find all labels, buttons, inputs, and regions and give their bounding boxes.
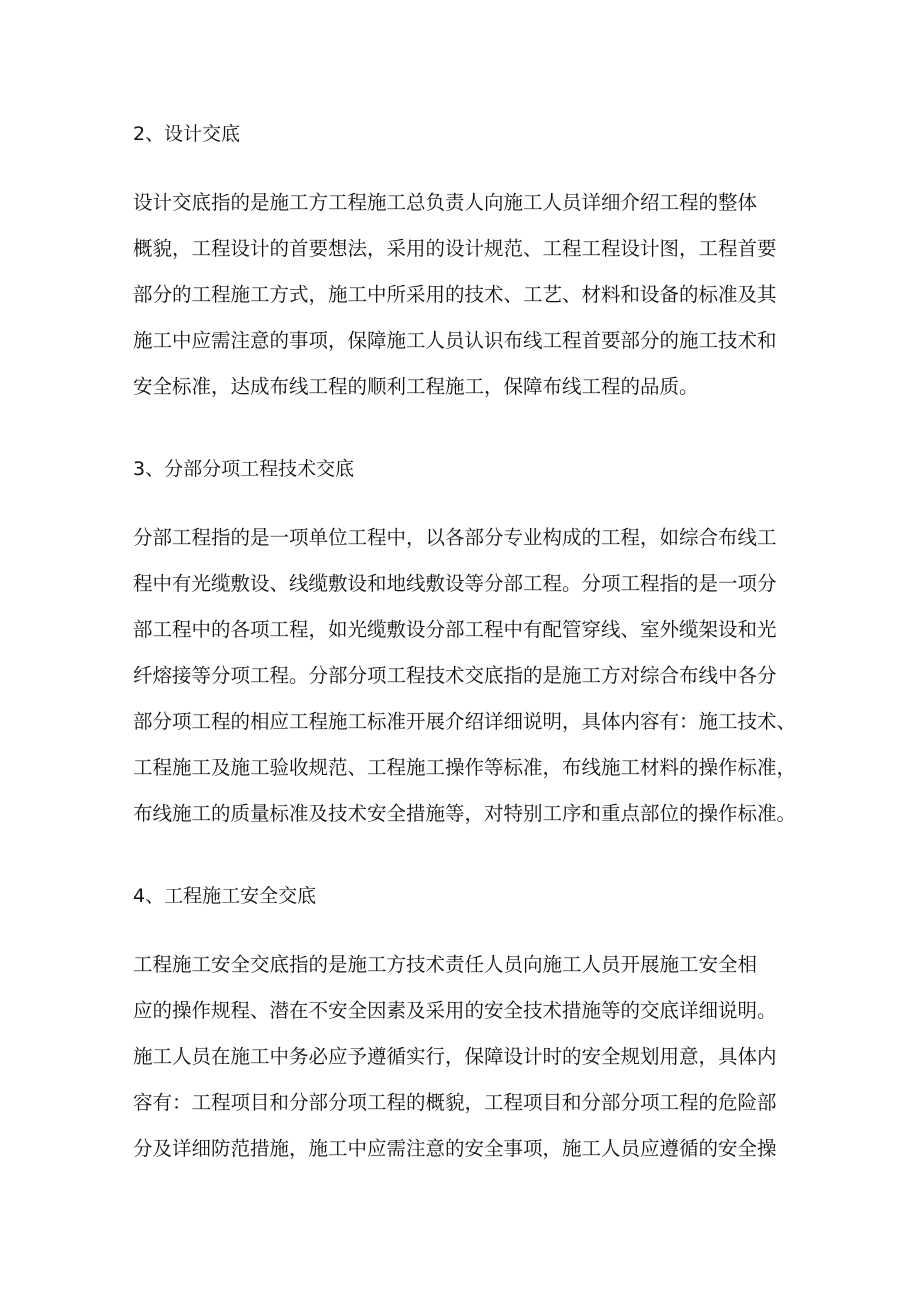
- paragraph-line: 部分项工程的相应工程施工标准开展介绍详细说明，具体内容有：施工技术、: [133, 710, 797, 733]
- paragraph-line: 部工程中的各项工程，如光缆敷设分部工程中有配管穿线、室外缆架设和光: [133, 618, 777, 641]
- section-paragraph-3: [133, 515, 813, 837]
- paragraph-line: 概貌，工程设计的首要想法，采用的设计规范、工程工程设计图，工程首要: [133, 237, 777, 260]
- section-heading-4: 4、工程施工安全交底: [133, 885, 317, 907]
- section-heading-3: 3、分部分项工程技术交底: [133, 458, 355, 480]
- paragraph-line: 施工人员在施工中务必应予遵循实行，保障设计时的安全规划用意，具体内: [133, 1045, 777, 1068]
- paragraph-line: 分及详细防范措施，施工中应需注意的安全事项，施工人员应遵循的安全操: [133, 1137, 777, 1160]
- paragraph-line: 纤熔接等分项工程。分部分项工程技术交底指的是施工方对综合布线中各分: [133, 664, 777, 687]
- paragraph-line: 施工中应需注意的事项，保障施工人员认识布线工程首要部分的施工技术和: [133, 329, 777, 352]
- paragraph-line: 工程施工安全交底指的是施工方技术责任人员向施工人员开展施工安全相: [133, 953, 758, 976]
- paragraph-line: 分部工程指的是一项单位工程中，以各部分专业构成的工程，如综合布线工: [133, 526, 777, 549]
- paragraph-line: 安全标准，达成布线工程的顺利工程施工，保障布线工程的品质。: [133, 375, 699, 398]
- paragraph-line: 工程施工及施工验收规范、工程施工操作等标准，布线施工材料的操作标准，: [133, 756, 797, 779]
- paragraph-line: 容有：工程项目和分部分项工程的概貌，工程项目和分部分项工程的危险部: [133, 1091, 777, 1114]
- paragraph-line: 部分的工程施工方式，施工中所采用的技术、工艺、材料和设备的标准及其: [133, 283, 777, 306]
- section-paragraph-4: [133, 942, 813, 1172]
- paragraph-line: 设计交底指的是施工方工程施工总负责人向施工人员详细介绍工程的整体: [133, 191, 758, 214]
- paragraph-line: 应的操作规程、潜在不安全因素及采用的安全技术措施等的交底详细说明。: [133, 999, 777, 1022]
- paragraph-line: 程中有光缆敷设、线缆敷设和地线敷设等分部工程。分项工程指的是一项分: [133, 572, 777, 595]
- section-paragraph-2: [133, 180, 813, 410]
- paragraph-line: 布线施工的质量标准及技术安全措施等，对特别工序和重点部位的操作标准。: [133, 802, 797, 825]
- section-heading-2: 2、设计交底: [133, 123, 241, 145]
